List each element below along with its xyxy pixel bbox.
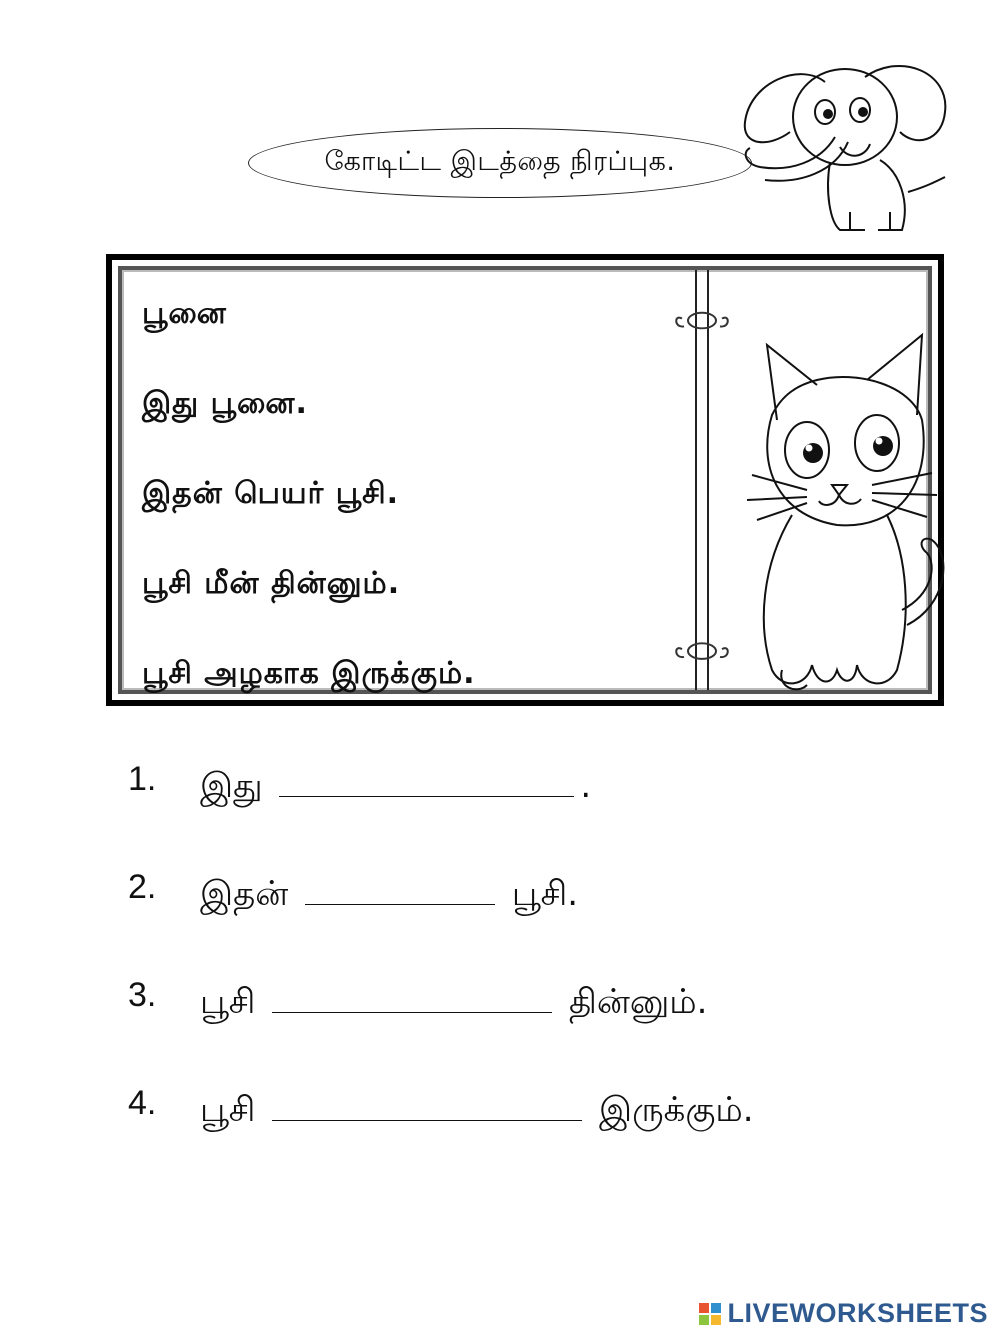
exercise-sentence [200,764,591,810]
exercise-sentence [200,980,707,1026]
exercise-sentence [200,872,578,918]
instruction-bubble [248,128,752,198]
answer-blank[interactable] [279,764,574,797]
sentence-end: தின்னும். [569,982,708,1022]
exercise-number: 4. [128,1084,157,1122]
exercise-item [128,760,828,868]
exercise-item [128,976,828,1084]
instruction-text: கோடிட்ட இடத்தை நிரப்புக. [324,145,676,177]
story-line: பூசி அழகாக இருக்கும். [142,656,476,691]
exercise-number: 2. [128,868,157,906]
elephant-illustration [730,52,960,242]
brand-name: LIVEWORKSHEETS [727,1298,988,1328]
fill-in-blanks-exercise [128,760,828,1192]
sentence-end: பூசி. [511,874,579,914]
story-line: இதன் பெயர் பூசி. [142,476,400,511]
logo-icon [699,1303,721,1325]
sentence-end: . [580,766,592,806]
exercise-number: 3. [128,976,157,1014]
story-line: பூசி மீன் தின்னும். [142,566,401,601]
story-text [142,290,662,740]
story-title: பூனை [142,296,227,331]
sentence-end: இருக்கும். [599,1090,754,1130]
sentence-start: பூசி [200,982,256,1022]
liveworksheets-logo[interactable] [699,1298,988,1329]
exercise-item [128,868,828,976]
sentence-start: இது [200,766,263,806]
exercise-sentence [200,1088,754,1134]
answer-blank[interactable] [272,980,552,1013]
book-binding [662,270,742,690]
exercise-number: 1. [128,760,157,798]
story-book-inner-border [118,266,932,694]
ring-icon [676,313,728,659]
sentence-start: இதன் [200,874,289,914]
sentence-start: பூசி [200,1090,256,1130]
answer-blank[interactable] [272,1088,582,1121]
story-line: இது பூனை. [142,386,308,421]
story-book [106,254,944,706]
cat-illustration [737,325,947,710]
answer-blank[interactable] [305,872,495,905]
exercise-item [128,1084,828,1192]
